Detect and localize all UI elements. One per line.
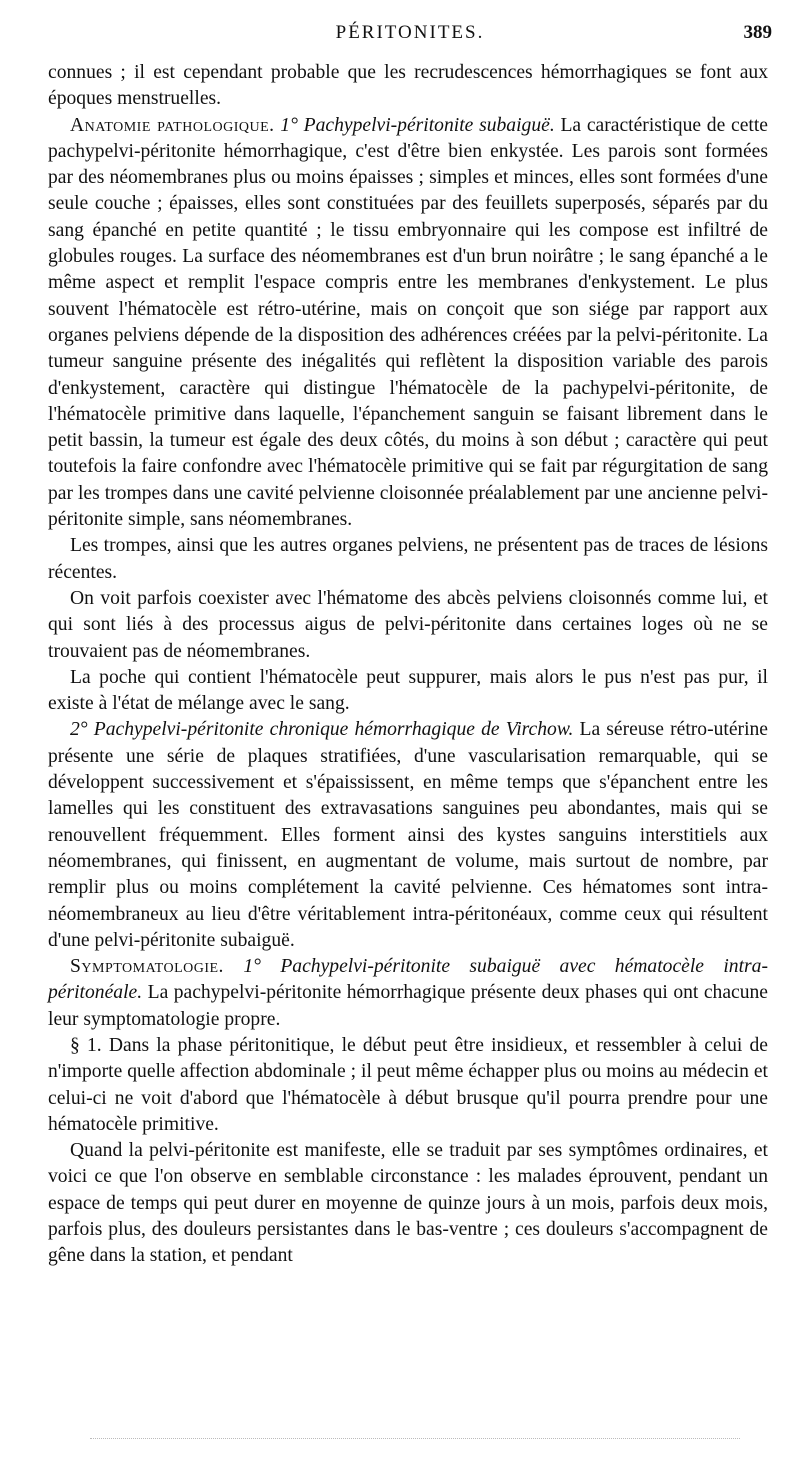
running-title: PÉRITONITES.: [335, 22, 485, 43]
running-header: [48, 22, 772, 48]
subsection-heading: 2° Pachypelvi-péritonite chronique hémorrhagique de Virchow.: [70, 719, 574, 741]
paragraph-virchow: 2° Pachypelvi-péritonite chronique hémorrhagique de Virchow. La séreuse rétro-utérine présente une série de plaques stratifiées, d'une vascularisation remarquable, qui se développent successivement et s'épaississent, en même temps que s'épanchent entre les lamelles qui les constituent des extravasations sanguines peu abondantes, mais qui se renouvellent fréquemment. Elles forment ainsi des kystes sanguins interstitiels aux néomembranes, qui finissent, en augmentant de volume, mais surtout de nombre, par remplir plus ou moins complétement la cavité pelvienne. Ces hématomes sont intra-néomembraneux au lieu d'être véritablement intra-péritonéaux, comme ceux qui résultent d'une pelvi-péritonite subaiguë.: [48, 719, 769, 951]
paragraph: La poche qui contient l'hématocèle peut suppurer, mais alors le pus n'est pas pur, il existe à l'état de mélange avec le sang.: [48, 666, 768, 715]
section-lead: Symptomatologie.: [70, 956, 224, 978]
page-number: 389: [743, 22, 772, 43]
paragraph: Les trompes, ainsi que les autres organes pelviens, ne présentent pas de traces de lésions récentes.: [48, 535, 768, 583]
section-lead: Anatomie pathologique.: [70, 114, 275, 136]
paragraph: On voit parfois coexister avec l'hématome des abcès pelviens cloisonnés comme lui, et qui sont liés à des processus aigus de pelvi-péritonite dans certaines loges où ne se trouvaient pas de néomembranes.: [48, 587, 768, 662]
bottom-margin-specks: [90, 1437, 740, 1439]
subsection-heading: 1° Pachypelvi-péritonite subaiguë avec hématocèle intra-péritonéale.: [48, 956, 768, 1004]
paragraph: Quand la pelvi-péritonite est manifeste, elle se traduit par ses symptômes ordinaires, et voici ce que l'on observe en semblable circonstance : les malades éprouvent, pendant un espace de temps qui peut durer en moyenne de quinze jours à un mois, parfois deux mois, parfois plus, des douleurs persistantes dans le bas-ventre ; ces douleurs s'accompagnent de gêne dans la station, et pendant: [48, 1140, 768, 1267]
paragraph: § 1. Dans la phase péritonitique, le début peut être insidieux, et ressembler à celui de n'importe quelle affection abdominale ; il peut même échapper plus ou moins au médecin et celui-ci ne voit d'abord que l'hématocèle à début brusque qu'il pourra prendre pour une hématocèle primitive.: [48, 1034, 768, 1135]
subsection-heading: 1° Pachypelvi-péritonite subaiguë.: [280, 114, 555, 136]
paragraph-continued: connues ; il est cependant probable que les recrudescences hémorrhagiques se font aux époques menstruelles.: [48, 62, 768, 110]
body-text: [48, 60, 768, 1270]
paragraph-symptomatologie: Symptomatologie. 1° Pachypelvi-péritonite subaiguë avec hématocèle intra-péritonéale. La pachypelvi-péritonite hémorrhagique présente deux phases qui ont chacune leur symptomatologie propre.: [48, 956, 768, 1030]
paragraph-anatomie: Anatomie pathologique. 1° Pachypelvi-péritonite subaiguë. La caractéristique de cette pachypelvi-péritonite hémorrhagique, c'est d'être bien enkystée. Les parois sont formées par des néomembranes plus ou moins épaisses ; simples et minces, elles sont formées d'une seule couche ; épaisses, elles sont constituées par des feuillets superposés, séparés par du sang épanché en petite quantité ; le tissu embryonnaire qui les compose est infiltré de globules rouges. La surface des néomembranes est d'un brun noirâtre ; le sang épanché a le même aspect et remplit l'espace compris entre les membranes d'enkystement. Le plus souvent l'hématocèle est rétro-utérine, mais on conçoit que son siége par rapport aux organes pelviens dépende de la disposition des adhérences créées par la pelvi-péritonite. La tumeur sanguine présente des inégalités qui reflètent la disposition variable des parois d'enkystement, caractère qui distingue l'hématocèle de la pachypelvi-péritonite, de l'hématocèle primitive dans laquelle, l'épanchement sanguin se faisant librement dans le petit bassin, la tumeur est égale des deux côtés, du moins à son début ; caractère qui peut toutefois la faire confondre avec l'hématocèle primitive qui se fait par régurgitation de sang par les trompes dans une cavité pelvienne cloisonnée préalablement par une ancienne pelvi-péritonite simple, sans néomembranes.: [48, 114, 768, 531]
